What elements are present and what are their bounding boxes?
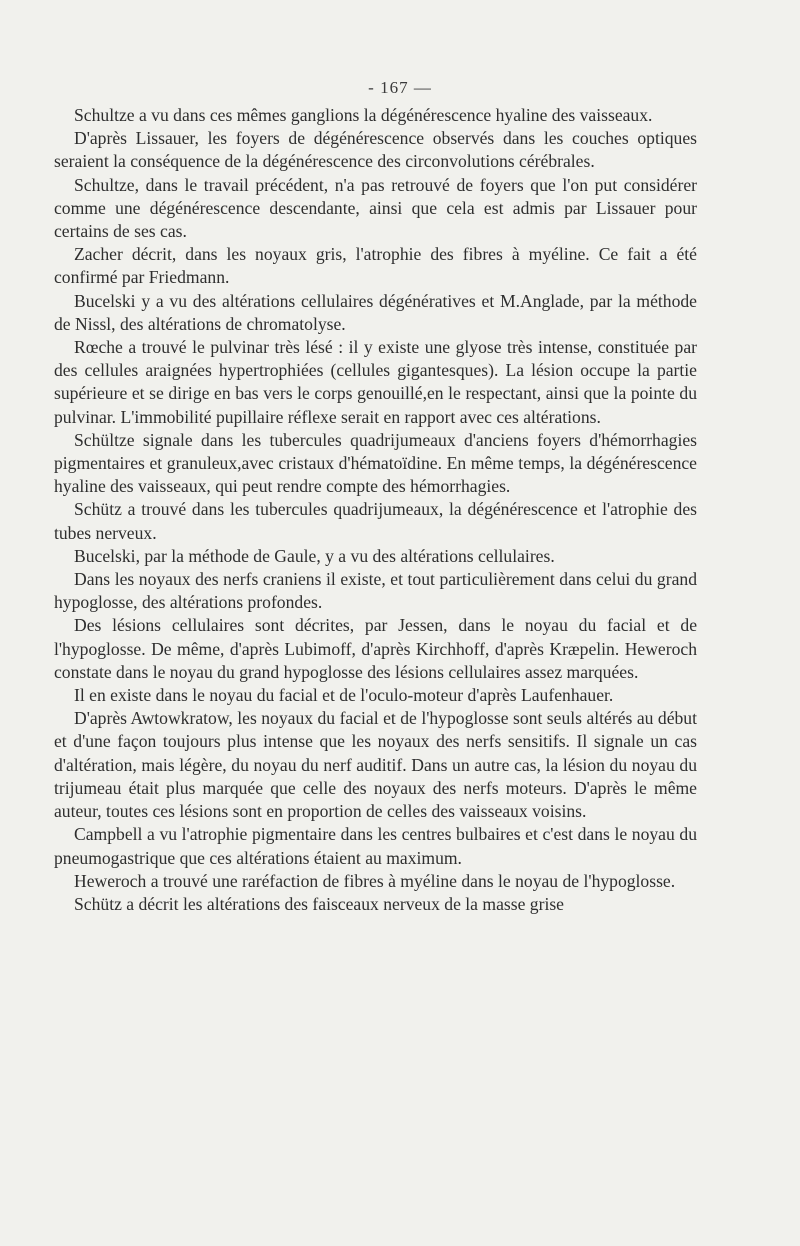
paragraph: Schultze, dans le travail précédent, n'a pas retrouvé de foyers que l'on put considérer comme une dégénérescence descendante, ainsi que cela est admis par Lissauer pour certains de ses cas.: [54, 174, 697, 242]
paragraph: Schültze signale dans les tubercules quadrijumeaux d'anciens foyers d'hémorrhagies pigmentaires et granuleux,avec cristaux d'hématoïdine. En même temps, la dégénérescence hyaline des vaisseaux, qui peut rendre compte des hémorrhagies.: [54, 429, 697, 497]
paragraph: Schütz a trouvé dans les tubercules quadrijumeaux, la dégénérescence et l'atrophie des tubes nerveux.: [54, 499, 697, 543]
paragraph: Heweroch a trouvé une raréfaction de fibres à myéline dans le noyau de l'hypoglosse.: [74, 870, 676, 891]
paragraph: Zacher décrit, dans les noyaux gris, l'atrophie des fibres à myéline. Ce fait a été confirmé par Friedmann.: [54, 244, 697, 288]
paragraph: Schütz a décrit les altérations des faisceaux nerveux de la masse grise: [74, 893, 564, 914]
paragraph: Dans les noyaux des nerfs craniens il existe, et tout particulièrement dans celui du grand hypoglosse, des altérations profondes.: [54, 569, 697, 613]
paragraph: D'après Lissauer, les foyers de dégénérescence observés dans les couches optiques seraient la conséquence de la dégénérescence des circonvolutions cérébrales.: [54, 128, 697, 172]
body-text: [54, 104, 697, 916]
paragraph: Il en existe dans le noyau du facial et de l'oculo-moteur d'après Laufenhauer.: [74, 685, 614, 706]
paragraph: Rœche a trouvé le pulvinar très lésé : il y existe une glyose très intense, constituée par des cellules araignées hypertrophiées (cellules gigantesques). La lésion occupe la partie supérieure et se dirige en bas vers le corps genouillé,en le respectant, ainsi que la pointe du pulvinar. L'immobilité pupillaire réflexe serait en rapport avec ces altérations.: [54, 337, 697, 427]
paragraph: Bucelski, par la méthode de Gaule, y a vu des altérations cellulaires.: [74, 545, 555, 566]
paragraph: Schultze a vu dans ces mêmes ganglions la dégénérescence hyaline des vaisseaux.: [74, 105, 653, 125]
paragraph: D'après Awtowkratow, les noyaux du facial et de l'hypoglosse sont seuls altérés au début et d'une façon toujours plus intense que les noyaux des nerfs sensitifs. Il signale un cas d'altération, mais légère, du noyau du nerf auditif. Dans un autre cas, la lésion du noyau du trijumeau était plus marquée que celle des noyaux des nerfs moteurs. D'après le même auteur, toutes ces lésions sont en proportion de celles des vaisseaux voisins.: [54, 708, 697, 822]
page-number: - 167 —: [368, 78, 432, 97]
paragraph: Bucelski y a vu des altérations cellulaires dégénératives et M.Anglade, par la méthode de Nissl, des altérations de chromatolyse.: [54, 290, 697, 334]
paragraph: Campbell a vu l'atrophie pigmentaire dans les centres bulbaires et c'est dans le noyau du pneumogastrique que ces altérations étaient au maximum.: [54, 824, 697, 868]
paragraph: Des lésions cellulaires sont décrites, par Jessen, dans le noyau du facial et de l'hypoglosse. De même, d'après Lubimoff, d'après Kirchhoff, d'après Kræpelin. Heweroch constate dans le noyau du grand hypoglosse des lésions cellulaires assez marquées.: [54, 615, 697, 682]
